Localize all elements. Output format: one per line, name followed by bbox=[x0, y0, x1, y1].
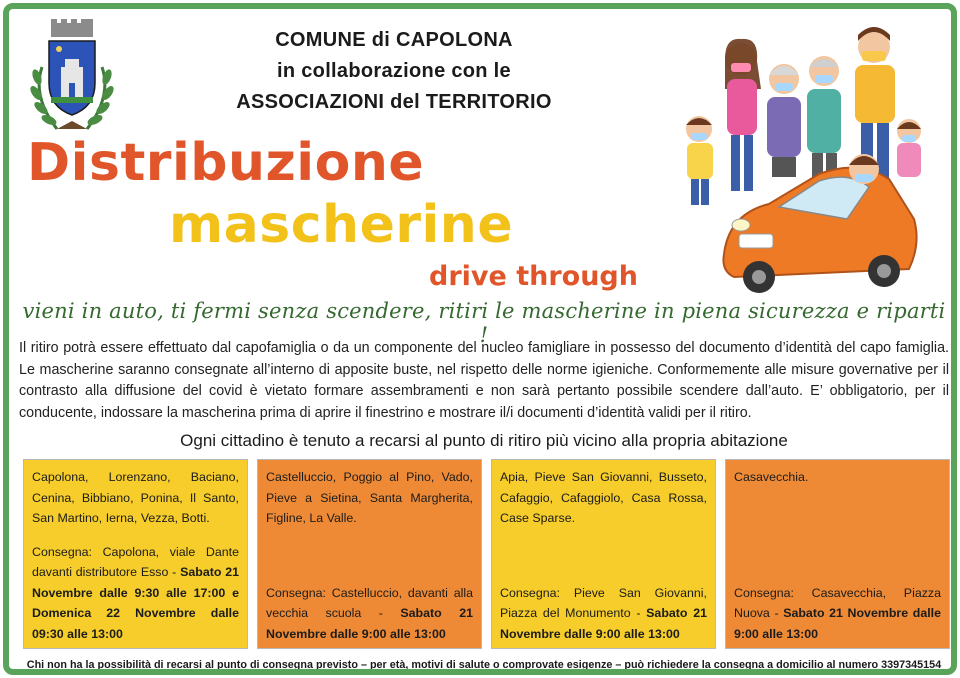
pickup-notice: Ogni cittadino è tenuto a recarsi al punto di ritiro più vicino alla propria abitazione bbox=[180, 431, 788, 450]
delivery-schedule: Sabato 21 Novembre dalle 9:30 alle 17:00 e Domenica 22 Novembre dalle 09:30 alle 13:00 bbox=[32, 565, 239, 641]
pickup-areas: Castelluccio, Poggio al Pino, Vado, Pieve a Sietina, Santa Margherita, Figline, La Valle. bbox=[266, 470, 473, 525]
instructions-paragraph: Il ritiro potrà essere effettuato dal capofamiglia o da un componente del nucleo famigliare in possesso del documento d’identità del capo famiglia. Le mascherine saranno consegnate all’interno di apposite buste, nel rispetto delle norme igieniche. Conformemente alle misure governative per il contrasto alla diffusione del covid è vietato formare assembramenti e non sarà pertanto possibile scendere dall’auto. E’ obbligatorio, per il conducente, indossare la mascherina prima di aprire il finestrino e mostrare il/i documenti d’identità validi per il ritiro. bbox=[19, 340, 949, 421]
pickup-box-pieve-san-giovanni bbox=[491, 459, 716, 649]
delivery-location: Consegna: Capolona, viale Dante davanti distributore Esso - bbox=[32, 544, 239, 579]
pickup-box-casavecchia bbox=[725, 459, 950, 649]
title-mascherine: mascherine bbox=[169, 195, 514, 255]
header-line-comune: COMUNE di CAPOLONA bbox=[275, 29, 513, 51]
tagline: vieni in auto, ti fermi senza scendere, ritiri le mascherine in piena sicurezza e riparti ! bbox=[22, 299, 946, 347]
family-with-masks-in-car-illustration bbox=[669, 19, 929, 299]
header-line-associazioni: ASSOCIAZIONI del TERRITORIO bbox=[236, 91, 552, 113]
pickup-box-castelluccio bbox=[257, 459, 482, 649]
delivery-schedule: Sabato 21 Novembre dalle 9:00 alle 13:00 bbox=[266, 606, 473, 641]
pickup-delivery bbox=[32, 542, 239, 645]
delivery-location: Consegna: Pieve San Giovanni, Piazza del Monumento - bbox=[500, 585, 707, 620]
pickup-delivery bbox=[266, 583, 473, 645]
home-delivery-footer: Chi non ha la possibilità di recarsi al punto di consegna previsto – per età, motivi di salute o comprovate esigenze – può richiedere la consegna a domicilio al numero 3397345154 bbox=[26, 659, 942, 671]
pickup-areas: Casavecchia. bbox=[734, 470, 809, 484]
delivery-location: Consegna: Castelluccio, davanti alla vecchia scuola - bbox=[266, 585, 473, 620]
title-drive-through: drive through bbox=[429, 261, 638, 292]
pickup-points bbox=[23, 459, 951, 651]
pickup-box-capolona bbox=[23, 459, 248, 649]
pickup-delivery bbox=[500, 583, 707, 645]
title-distribuzione: Distribuzione bbox=[27, 133, 425, 193]
pickup-areas: Apia, Pieve San Giovanni, Busseto, Cafaggio, Cafaggiolo, Casa Rossa, Case Sparse. bbox=[500, 470, 707, 525]
municipal-crest-icon bbox=[27, 17, 117, 142]
delivery-location: Consegna: Casavecchia, Piazza Nuova - bbox=[734, 585, 941, 620]
delivery-schedule: Sabato 21 Novembre dalle 9:00 alle 13:00 bbox=[500, 606, 707, 641]
pickup-areas: Capolona, Lorenzano, Baciano, Cenina, Bibbiano, Ponina, Il Santo, San Martino, Ierna, Vezza, Botti. bbox=[32, 470, 239, 525]
pickup-delivery bbox=[734, 583, 941, 645]
header-line-collaborazione: in collaborazione con le bbox=[277, 60, 511, 82]
delivery-schedule: Sabato 21 Novembre dalle 9:00 alle 13:00 bbox=[734, 606, 942, 641]
organizer-header bbox=[184, 25, 604, 118]
flyer bbox=[3, 3, 957, 675]
